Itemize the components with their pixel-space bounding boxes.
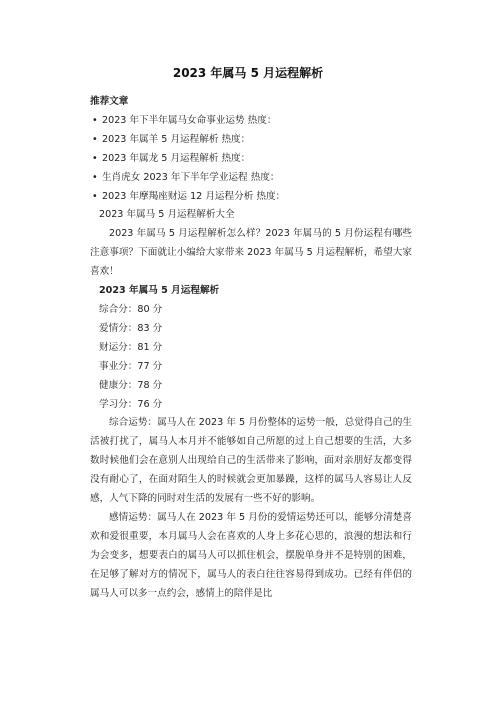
recommend-item[interactable]: • 生肖虎女 2023 年下半年学业运程 热度： bbox=[90, 169, 412, 188]
score-health: 健康分：78 分 bbox=[99, 379, 163, 391]
page-title: 2023 年属马 5 月运程解析 bbox=[172, 66, 324, 80]
recommend-item[interactable]: • 2023 年属龙 5 月运程解析 热度： bbox=[90, 150, 412, 169]
section-heading: 2023 年属马 5 月运程解析 bbox=[99, 285, 220, 297]
article-subtitle: 2023 年属马 5 月运程解析大全 bbox=[99, 209, 235, 221]
recommend-item[interactable]: • 2023 年下半年属马女命事业运势 热度： bbox=[90, 112, 412, 131]
love-fortune-paragraph: 感情运势：属马人在 2023 年 5 月份的爱情运势还可以，能够分清楚喜欢和爱很重要，本月属马人会在喜欢的人身上多花心思的，浪漫的想法和行为会变多，想要表白的属马人可以抓住机会，摆脱单身并不是特别的困难，在足够了解对方的情况下，属马人的表白往往容易得到成功。已经有伴侣的属马人可以多一点约会，感情上的陪伴是比 bbox=[90, 511, 412, 599]
article-body bbox=[90, 93, 412, 603]
recommend-label: 推荐文章 bbox=[90, 96, 129, 107]
overall-fortune-paragraph: 综合运势：属马人在 2023 年 5 月份整体的运势一般，总觉得自己的生活被打扰了，属马人本月并不能够如自己所愿的过上自己想要的生活，大多数时候他们会在意别人出现给自己的生活带来了影响，面对亲朋好友都变得没有耐心了，在面对陌生人的时候就会更加暴躁，这样的属马人容易让人反感，人气下降的同时对生活的发展有一些不好的影响。 bbox=[90, 417, 412, 505]
score-career: 事业分：77 分 bbox=[99, 360, 163, 372]
score-overall: 综合分：80 分 bbox=[99, 303, 163, 315]
score-love: 爱情分：83 分 bbox=[99, 322, 163, 334]
recommend-item[interactable]: • 2023 年摩羯座财运 12 月运程分析 热度： bbox=[90, 188, 412, 207]
recommend-list bbox=[90, 112, 412, 207]
recommend-item[interactable]: • 2023 年属羊 5 月运程解析 热度： bbox=[90, 131, 412, 150]
score-wealth: 财运分：81 分 bbox=[99, 341, 163, 353]
score-study: 学习分：76 分 bbox=[99, 398, 163, 410]
intro-paragraph: 2023 年属马 5 月运程解析怎么样？2023 年属马的 5 月份运程有哪些注意事项？下面就让小编给大家带来 2023 年属马 5 月运程解析，希望大家喜欢！ bbox=[90, 228, 412, 278]
